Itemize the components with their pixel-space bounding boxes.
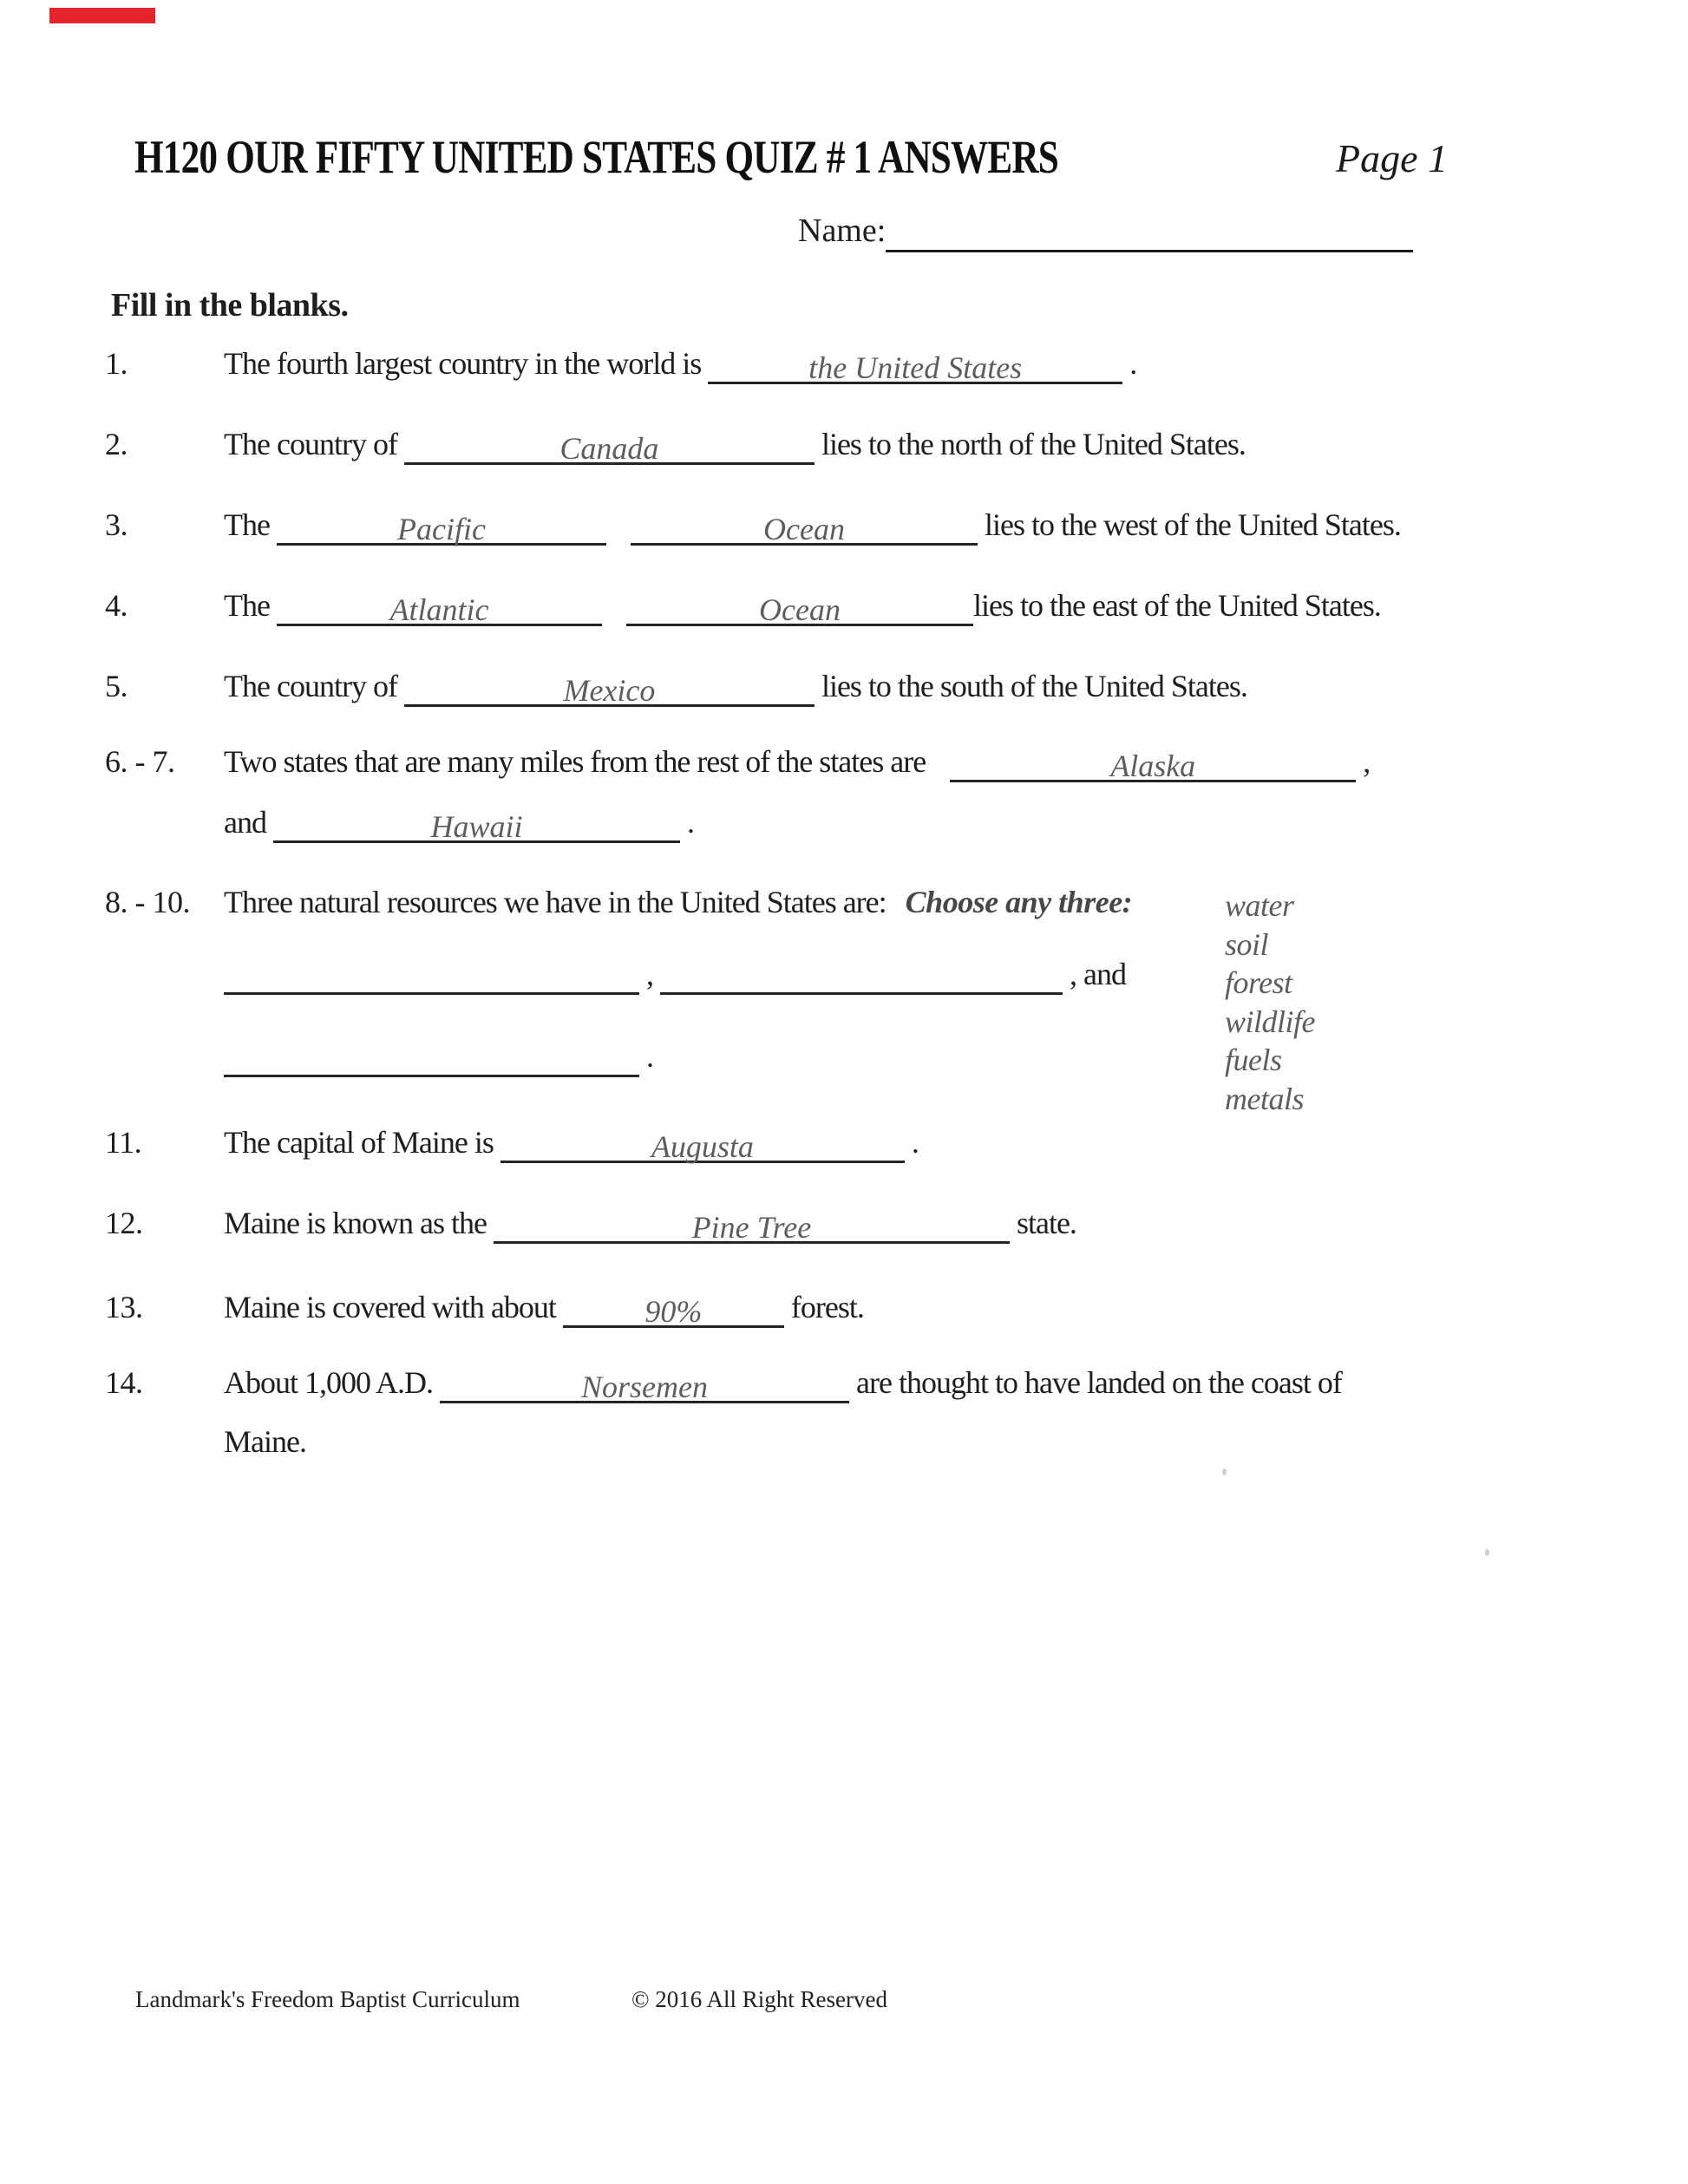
question-row-q1 (105, 346, 1632, 384)
word-bank-item: metals (1225, 1081, 1304, 1116)
question-text: , (639, 957, 660, 991)
question-row-q12 (105, 1206, 1632, 1244)
question-row-q5 (105, 669, 1632, 707)
answer-text: the United States (808, 350, 1023, 385)
empty-blank (858, 961, 866, 997)
question-number: 1. (105, 346, 128, 381)
question-row-q14-line1 (105, 1365, 1632, 1403)
answer-text: Augusta (651, 1129, 754, 1164)
answer-blank-line (563, 1290, 784, 1328)
answer-text: Ocean (758, 592, 841, 627)
answer-blank-line (273, 805, 680, 843)
answer-blank-line (950, 744, 1356, 782)
answer-text: Alaska (1110, 749, 1196, 783)
question-text: lies to the east of the United States. (972, 588, 1381, 623)
scan-speck (1485, 1549, 1489, 1556)
question-text: The fourth largest country in the world is (224, 346, 709, 381)
question-number: 3. (105, 507, 128, 542)
answer-text: Hawaii (430, 809, 523, 844)
question-number: 13. (105, 1290, 143, 1324)
question-text: forest. (783, 1290, 864, 1324)
answer-text: Norsemen (581, 1370, 709, 1404)
answer-blank-line (501, 1125, 905, 1163)
question-number: 2. (105, 427, 128, 461)
instruction-text: Fill in the blanks. (111, 287, 349, 324)
question-text: The country of (224, 427, 404, 461)
question-number: 4. (105, 588, 128, 623)
name-label: Name: (798, 213, 887, 249)
answer-blank-line (277, 588, 602, 626)
question-text: . (639, 1039, 653, 1074)
answer-text: Mexico (563, 673, 656, 708)
answer-blank-line (277, 507, 606, 546)
question-number: 8. - 10. (105, 885, 190, 919)
question-text: . (679, 805, 694, 840)
answer-blank-line (631, 507, 978, 546)
answer-text: Atlantic (389, 592, 489, 627)
name-blank-line (886, 212, 1413, 252)
empty-blank (428, 1043, 435, 1079)
answer-blank-line (404, 669, 815, 707)
answer-text: Canada (559, 431, 659, 466)
footer-copyright: © 2016 All Right Reserved (631, 1986, 887, 2012)
footer-publisher: Landmark's Freedom Baptist Curriculum (135, 1986, 520, 2012)
word-bank-item: fuels (1225, 1043, 1282, 1077)
question-text: state. (1009, 1206, 1076, 1240)
answer-blank-line (494, 1206, 1010, 1244)
question-row-q8-10 (105, 885, 1632, 920)
question-text: The (224, 588, 277, 623)
question-row-q14-line2 (105, 1424, 1632, 1460)
word-bank-item: wildlife (1225, 1004, 1315, 1039)
question-text: Maine. (224, 1424, 306, 1459)
question-text: are thought to have landed on the coast of (849, 1365, 1342, 1400)
question-text: Maine is covered with about (224, 1290, 563, 1324)
answer-blank-line (440, 1365, 849, 1403)
word-bank-item: soil (1225, 926, 1269, 962)
question-row-q8-10-blanks2 (105, 1039, 1632, 1077)
question-row-q4 (105, 588, 1632, 626)
word-bank-item: water (1225, 888, 1294, 923)
question-text: Two states that are many miles from the rest of the states are (224, 744, 933, 779)
question-text: The (224, 507, 277, 542)
question-text: lies to the south of the United States. (814, 669, 1247, 703)
question-text: About 1,000 A.D. (224, 1365, 441, 1400)
question-number: 14. (105, 1365, 143, 1400)
empty-blank (428, 961, 435, 997)
page-number-label: Page 1 (1336, 136, 1449, 180)
question-text: , (1356, 744, 1371, 779)
word-bank-item: forest (1225, 965, 1292, 1000)
name-row (798, 212, 1413, 252)
question-text: lies to the west of the United States. (977, 507, 1401, 542)
question-number: 6. - 7. (105, 744, 175, 779)
answer-blank-line (626, 588, 973, 626)
answer-blank-line (224, 957, 639, 995)
word-bank-hint-label: Choose any three: (905, 885, 1133, 919)
question-text: and (224, 805, 273, 840)
answer-text: Pacific (396, 512, 486, 546)
question-text: . (1122, 346, 1137, 381)
question-text: The country of (224, 669, 404, 703)
question-row-q2 (105, 427, 1632, 465)
question-row-q8-10-blanks1 (105, 957, 1632, 995)
question-text: The capital of Maine is (224, 1125, 501, 1160)
scan-artifact-red-bar (49, 8, 155, 23)
question-row-q6-7-line1 (105, 744, 1632, 782)
question-row-q13 (105, 1290, 1632, 1328)
answer-blank-line (404, 427, 815, 465)
question-text: Maine is known as the (224, 1206, 494, 1240)
word-bank-list (1225, 886, 1315, 1118)
question-number: 5. (105, 669, 128, 703)
question-row-q11 (105, 1125, 1632, 1163)
answer-blank-line (224, 1039, 639, 1077)
question-number: 12. (105, 1206, 143, 1240)
scan-speck (1222, 1468, 1227, 1475)
answer-text: Ocean (762, 512, 845, 546)
answer-text: Pine Tree (691, 1210, 812, 1245)
page-title: H120 OUR FIFTY UNITED STATES QUIZ # 1 ANSWERS (134, 131, 1059, 183)
question-number: 11. (105, 1125, 142, 1160)
question-text: lies to the north of the United States. (814, 427, 1246, 461)
question-text: , and (1063, 957, 1126, 991)
answer-blank-line (660, 957, 1063, 995)
question-text: Three natural resources we have in the United States are: (224, 885, 893, 919)
answer-blank-line (708, 346, 1122, 384)
question-row-q3 (105, 507, 1632, 546)
question-text: . (904, 1125, 919, 1160)
answer-text: 90% (644, 1294, 703, 1329)
question-row-q6-7-line2 (105, 805, 1632, 843)
